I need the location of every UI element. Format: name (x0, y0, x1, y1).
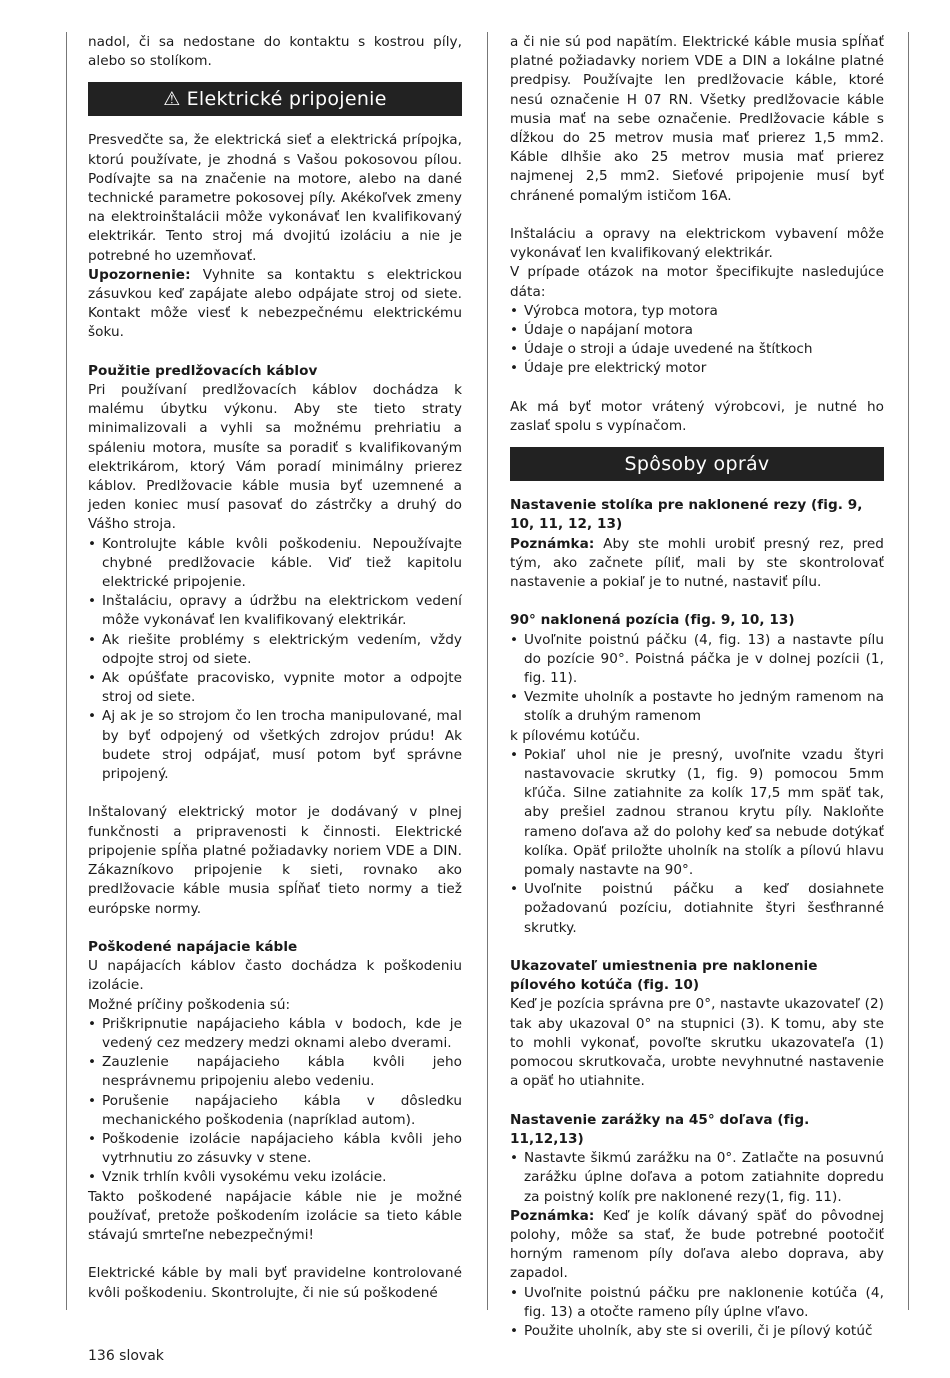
list-item: • Vezmite uholník a postavte ho jedným ramenom na stolík a druhým ramenom (510, 688, 884, 726)
paragraph-electrical: Presvedčte sa, že elektrická sieť a elektrická prípojka, ktorú používate, je zhodná s Vašou pokosovou pílou. Podívajte sa na značenie na motore, alebo na dané technické parametre pokosovej píly. Akékoľvek zmeny na elektroinštalácii môže vykonávať len kvalifikovaný elektrikár. Tento stroj má dvojitú izoláciu a nie je potrebné ho uzemňovať. (88, 132, 462, 264)
list-item: • Aj ak je so strojom čo len trocha manipulované, mal by byť odpojený od všetkých zdrojov prúdu! Ak budete stroj odpájať, musí potom byť správne pripojený. (88, 707, 462, 784)
list-item: • Pokiaľ uhol nie je presný, uvoľnite vzadu štyri nastavovacie skrutky (1, fig. 9) pomocou 5mm kľúča. Silne zatiahnite za kolík 17,5 mm späť tak, aby prešiel zadnou stranou krytu píly. Nakloňte rameno doľava až do polohy keď sa nebude dotýkať kolíka. Opäť priložte uholník na stolík a pílovú hlavu pomaly nastavte na 90°. (510, 746, 884, 880)
pos90-list-a (510, 631, 884, 727)
heading-90-position: 90° naklonená pozícia (fig. 9, 10, 13) (510, 612, 795, 629)
banner-title: Spôsoby opráv (624, 453, 770, 476)
paragraph-continued: a či nie sú pod napätím. Elektrické káble musia spĺňať platné požiadavky noriem VDE a DIN a lokálne platné predpisy. Používajte len predlžovacie káble, ktoré nesú označenie H 07 RN. Všetky predlžovacie káble musia mať na sebe označenie. Predlžovacie káble s dĺžkou do 25 metrov musia mať prierez 1,5 mm2. Káble dlhšie ako 25 metrov musia mať prierez najmenej 2,5 mm2. Sieťové pripojenie musí byť chránené pomalým ističom 16A. (510, 34, 884, 204)
section-banner-electrical (88, 82, 462, 116)
list-item: • Údaje o stroji a údaje uvedené na štítkoch (510, 340, 884, 359)
list-item: • Zauzlenie napájacieho kábla kvôli jeho nesprávnemu pripojeniu alebo vedeniu. (88, 1053, 462, 1091)
list-item: • Nastavte šikmú zarážku na 0°. Zatlačte na posuvnú zarážku úplne doľava a potom zatiahnite dopredu za poistný kolík pre naklonené rezy(1, fig. 11). (510, 1149, 884, 1207)
list-item: • Uvoľnite poistnú páčku pre naklonenie kotúča (4, fig. 13) a otočte rameno píly úplne vľavo. (510, 1284, 884, 1322)
right-column-rule (908, 32, 909, 1310)
paragraph-damaged-3: Takto poškodené napájacie káble nie je možné používať, pretože poškodením izolácie sa tieto káble stávajú smrteľne nebezpečnými! (88, 1188, 462, 1243)
heading-extension-cables: Použitie predlžovacích káblov (88, 362, 318, 379)
note-label: Poznámka: (510, 535, 595, 552)
right-column (510, 33, 884, 1341)
paragraph-note-2 (510, 1207, 884, 1284)
pos90-list-b (510, 746, 884, 938)
left-column (88, 33, 462, 1303)
paragraph-extension: Pri používaní predlžovacích káblov dochádza k malému úbytku výkonu. Aby ste tieto straty minimalizovali a vyhli sa možnému prehriatiu a spáleniu motora, musíte sa poradiť s kvalifikovaným elektrikárom, ktorý Vám poradí minimálny prierez káblov. Predlžovacie káble musia byť uzemnené a jeden koniec musí pasovať do zástrčky a druhý do Vášho stroja. (88, 382, 462, 533)
list-item: • Porušenie napájacieho kábla v dôsledku mechanického poškodenia (napríklad autom). (88, 1092, 462, 1130)
heading-stop-45: Nastavenie zarážky na 45° doľava (fig. 11,12,13) (510, 1111, 810, 1147)
list-item: • Ak opúšťate pracovisko, vypnite motor a odpojte stroj od siete. (88, 669, 462, 707)
section-banner-repairs (510, 447, 884, 481)
intro-text: nadol, či sa nedostane do kontaktu s kostrou píly, alebo so stolíkom. (88, 34, 462, 70)
list-item: • Údaje o napájaní motora (510, 321, 884, 340)
paragraph-damaged-1: U napájacích káblov často dochádza k poškodeniu izolácie. (88, 958, 462, 994)
warning-text: Vyhnite sa kontaktu s elektrickou zásuvkou keď zapájate alebo odpájate stroj od siete. Kontakt môže viesť k nebezpečnému elektrickému šoku. (88, 266, 462, 341)
note-text: Keď je kolík dávaný späť do pôvodnej polohy, môže sa stať, že bude potrebné pootočiť horným ramenom píly doľava alebo doprava, aby zapadol. (510, 1207, 884, 1282)
warning-triangle-icon: ⚠ (163, 88, 181, 111)
motor-data-list (510, 302, 884, 379)
paragraph-indicator: Keď je pozícia správna pre 0°, nastavte ukazovateľ (2) tak aby ukazoval 0° na stupnici (3). K tomu, aby ste to mohli vykonať, povoľte skrutku ukazovateľa (1) pomocou skrutkovača, urobte nevyhnutné nastavenie a opäť ho utiahnite. (510, 996, 884, 1090)
heading-indicator: Ukazovateľ umiestnenia pre naklonenie pílového kotúča (fig. 10) (510, 958, 818, 994)
paragraph-motor: Inštalovaný elektrický motor je dodávaný v plnej funkčnosti a pripravenosti k činnosti. Elektrické pripojenie spĺňa platné požiadavky noriem VDE a DIN. Zákazníkovo pripojenie k sieti, rovnako ako predlžovacie káble musia spĺňať tieto normy a tiež európske normy. (88, 804, 462, 917)
paragraph-install-1: Inštaláciu a opravy na elektrickom vybavení môže vykonávať len kvalifikovaný elektrikár. (510, 226, 884, 262)
stop45-list (510, 1149, 884, 1207)
list-item: • Vznik trhlín kvôli vysokému veku izolácie. (88, 1168, 462, 1187)
heading-table-setting: Nastavenie stolíka pre naklonené rezy (fig. 9, 10, 11, 12, 13) (510, 497, 863, 533)
list-item: • Ak riešite problémy s elektrickým vedením, vždy odpojte stroj od siete. (88, 631, 462, 669)
list-item: • Inštaláciu, opravy a údržbu na elektrickom vedení môže vykonávať len kvalifikovaný elektrikár. (88, 592, 462, 630)
list-item: • Uvoľnite poistnú páčku a keď dosiahnete požadovanú pozíciu, dotiahnite štyri šesťhranné skrutky. (510, 880, 884, 938)
banner-title: Elektrické pripojenie (186, 88, 387, 111)
list-item: • Kontrolujte káble kvôli poškodeniu. Nepoužívajte chybné predlžovacie káble. Viď tiež kapitolu elektrické pripojenie. (88, 535, 462, 593)
page-footer: 136 slovak (88, 1348, 164, 1364)
paragraph-note (510, 535, 884, 593)
list-item: • Použite uholník, aby ste si overili, či je pílový kotúč (510, 1322, 884, 1341)
middle-column-rule (487, 32, 488, 1310)
paragraph-return: Ak má byť motor vrátený výrobcovi, je nutné ho zaslať spolu s vypínačom. (510, 398, 884, 435)
paragraph-pos90-loose: k pílovému kotúču. (510, 727, 641, 744)
paragraph-damaged-2: Možné príčiny poškodenia sú: (88, 996, 291, 1013)
list-item: • Údaje pre elektrický motor (510, 359, 884, 378)
heading-damaged-cables: Poškodené napájacie káble (88, 938, 298, 955)
extension-list (88, 535, 462, 785)
paragraph-check: Elektrické káble by mali byť pravidelne kontrolované kvôli poškodeniu. Skontrolujte, či nie sú poškodené (88, 1265, 462, 1301)
note-label: Poznámka: (510, 1207, 595, 1224)
list-item: • Poškodenie izolácie napájacieho kábla kvôli jeho vytrhnutiu zo zásuvky v stene. (88, 1130, 462, 1168)
paragraph-install-2: V prípade otázok na motor špecifikujte nasledujúce dáta: (510, 264, 884, 300)
left-column-rule (66, 32, 67, 1310)
list-item: • Uvoľnite poistnú páčku (4, fig. 13) a nastavte pílu do pozície 90°. Poistná páčka je v dolnej pozícii (1, fig. 11). (510, 631, 884, 689)
warning-label: Upozornenie: (88, 266, 191, 283)
list-item: • Priškripnutie napájacieho kábla v bodoch, kde je vedený cez medzery medzi oknami alebo dverami. (88, 1015, 462, 1053)
paragraph-warning (88, 266, 462, 343)
final-list (510, 1284, 884, 1342)
damage-causes-list (88, 1015, 462, 1188)
note-text: Aby ste mohli urobiť presný rez, pred tým, ako začnete píliť, mali by ste skontrolovať nastavenie a pokiaľ je to nutné, nastaviť pílu. (510, 535, 884, 591)
list-item: • Výrobca motora, typ motora (510, 302, 884, 321)
